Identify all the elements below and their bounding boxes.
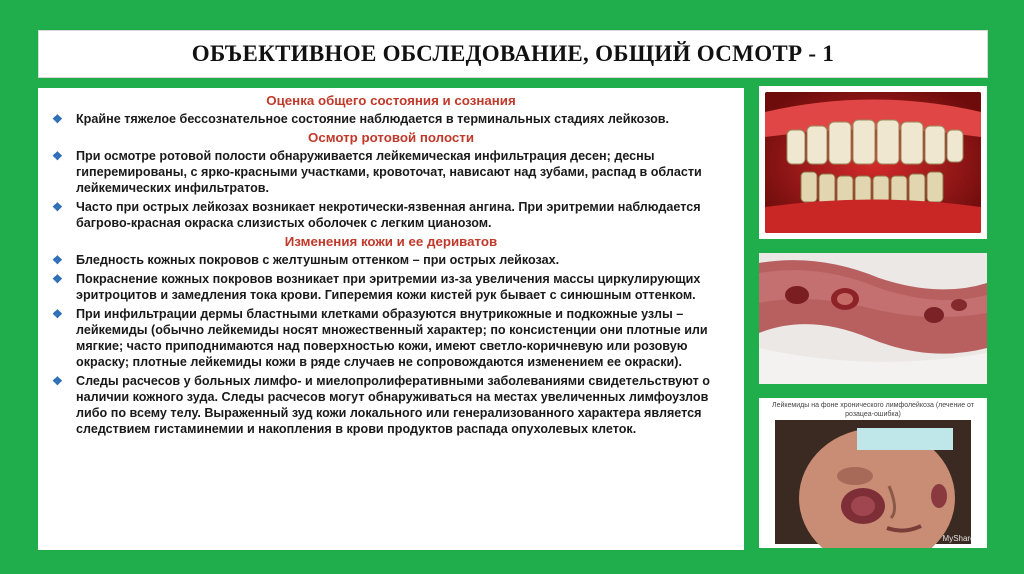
watermark-logo: MyShared	[942, 534, 979, 543]
face-photo-caption: Лейкемиды на фоне хронического лимфолейкоза (лечение от розацеа-ошибка)	[771, 402, 975, 418]
teeth-illustration	[765, 92, 981, 233]
section-heading-consciousness: Оценка общего состояния и сознания	[266, 93, 516, 108]
diamond-bullet-icon: ❖	[52, 272, 63, 286]
face-leukemids-photo	[759, 398, 987, 548]
bullet-item	[52, 111, 730, 127]
gingival-infiltration-photo	[759, 86, 987, 239]
bullet-text: При осмотре ротовой полости обнаруживается лейкемическая инфильтрация десен; десны гиперемированы, с ярко-красными участками, кровоточат, нависают над зубами, распад в области лейкемических инфильтратов.	[76, 149, 702, 195]
bullet-item	[52, 373, 730, 437]
bullet-text: Следы расчесов у больных лимфо- и миелопролиферативными заболеваниями свидетельствуют о наличии кожного зуда. Следы расчесов могут обнаруживаться на местах увеличенных лимфоузлов либо по всему телу. Выраженный зуд кожи локального или генерализованного характера является следствием гистаминемии и накопления в крови продуктов распада опухолевых клеток.	[76, 374, 710, 436]
diamond-bullet-icon: ❖	[52, 149, 63, 163]
title-box	[38, 30, 988, 78]
diamond-bullet-icon: ❖	[52, 200, 63, 214]
diamond-bullet-icon: ❖	[52, 374, 63, 388]
bullet-item	[52, 271, 730, 303]
arm-leukemids-photo	[759, 253, 987, 384]
diamond-bullet-icon: ❖	[52, 253, 63, 267]
face-illustration	[759, 398, 987, 548]
slide-title: ОБЪЕКТИВНОЕ ОБСЛЕДОВАНИЕ, ОБЩИЙ ОСМОТР - 1	[191, 41, 835, 66]
bullet-item	[52, 306, 730, 370]
bullet-item	[52, 199, 730, 231]
bullet-text: Крайне тяжелое бессознательное состояние наблюдается в терминальных стадиях лейкозов.	[76, 112, 670, 126]
bullet-text: Бледность кожных покровов с желтушным оттенком – при острых лейкозах.	[76, 253, 560, 267]
bullet-text: Часто при острых лейкозах возникает некротически-язвенная ангина. При эритремии наблюдается багрово-красная окраска слизистых оболочек с легким цианозом.	[76, 200, 701, 230]
text-panel	[38, 88, 744, 550]
arm-illustration	[759, 253, 987, 384]
bullet-item	[52, 252, 730, 268]
diamond-bullet-icon: ❖	[52, 307, 63, 321]
section-heading-oral: Осмотр ротовой полости	[307, 130, 474, 145]
bullet-item	[52, 148, 730, 196]
diamond-bullet-icon: ❖	[52, 112, 63, 126]
section-heading-skin: Изменения кожи и ее дериватов	[284, 234, 498, 249]
bullet-text: Покраснение кожных покровов возникает при эритремии из-за увеличения массы циркулирующих эритроцитов и замедления тока крови. Гиперемия кожи кистей рук бывает с синюшным оттенком.	[76, 272, 701, 302]
bullet-text: При инфильтрации дермы бластными клетками образуются внутрикожные и подкожные узлы – лейкемиды (обычно лейкемиды носят множественный характер; по консистенции они плотные или мягкие; часто приподнимаются над поверхностью кожи, имеют светло-коричневую или розовую окраску; плотные лейкемиды кожи в ряде случаев не сопровождаются изменением ее окраски).	[76, 307, 708, 369]
